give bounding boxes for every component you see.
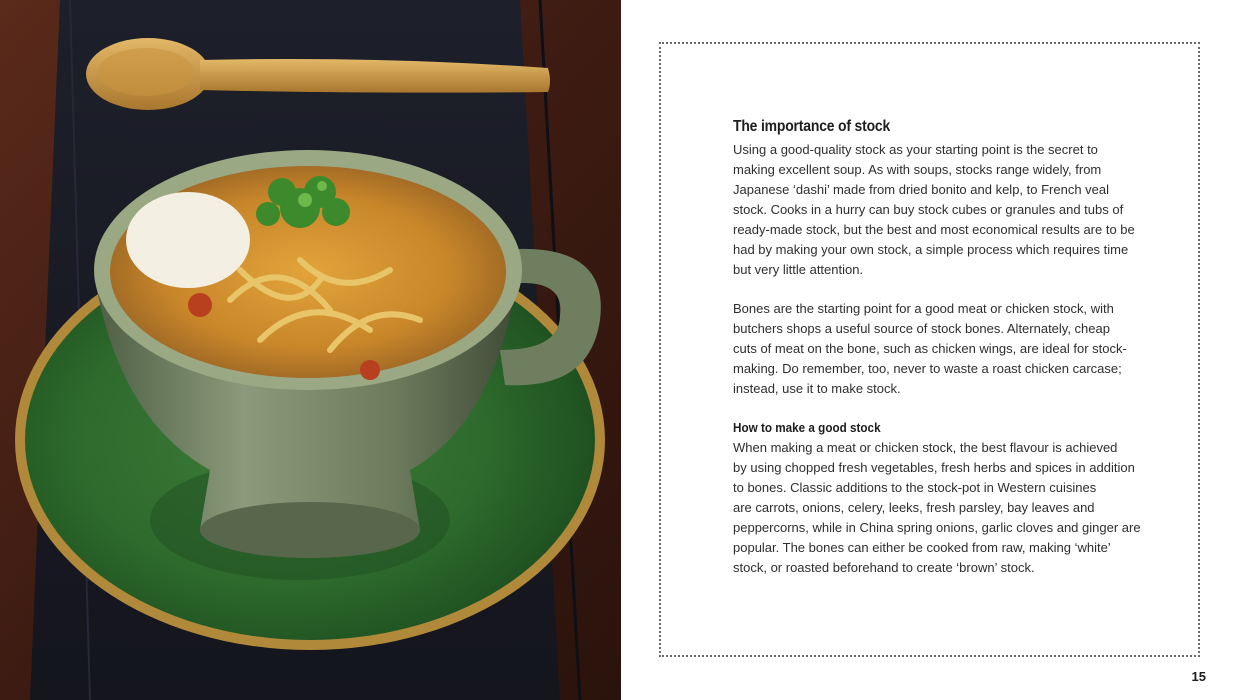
- paragraph-1: Using a good-quality stock as your starting point is the secret to making excellent soup. As with soups, stocks range widely, from Japanese ‘dashi’ made from dried bonito and kelp, to French veal stock. Cooks in a hurry can buy stock cubes or granules and tubs of ready-made stock, but the best and most economical results are to be had by making your own stock, a simple process which requires time but very little attention.: [733, 142, 1135, 277]
- article-body: [733, 116, 1143, 578]
- article-heading: The importance of stock: [733, 118, 891, 135]
- paragraph-3: When making a meat or chicken stock, the best flavour is achieved by using chopped fresh vegetables, fresh herbs and spices in addition to bones. Classic additions to the stock-pot in Western cuisines are carrots, onions, celery, leeks, fresh parsley, bay leaves and peppercorns, while in China spring onions, garlic cloves and ginger are popular. The bones can either be cooked from raw, making ‘white’ stock, or roasted beforehand to create ‘brown’ stock.: [733, 440, 1141, 575]
- paragraph-2: Bones are the starting point for a good meat or chicken stock, with butchers shops a useful source of stock bones. Alternately, cheap cuts of meat on the bone, such as chicken wings, are ideal for stock- making. Do remember, too, never to waste a roast chicken carcase; instead, use it to make stock.: [733, 301, 1127, 396]
- text-page: [621, 0, 1238, 700]
- article-subheading: How to make a good stock: [733, 420, 881, 435]
- page-number: 15: [1191, 669, 1206, 684]
